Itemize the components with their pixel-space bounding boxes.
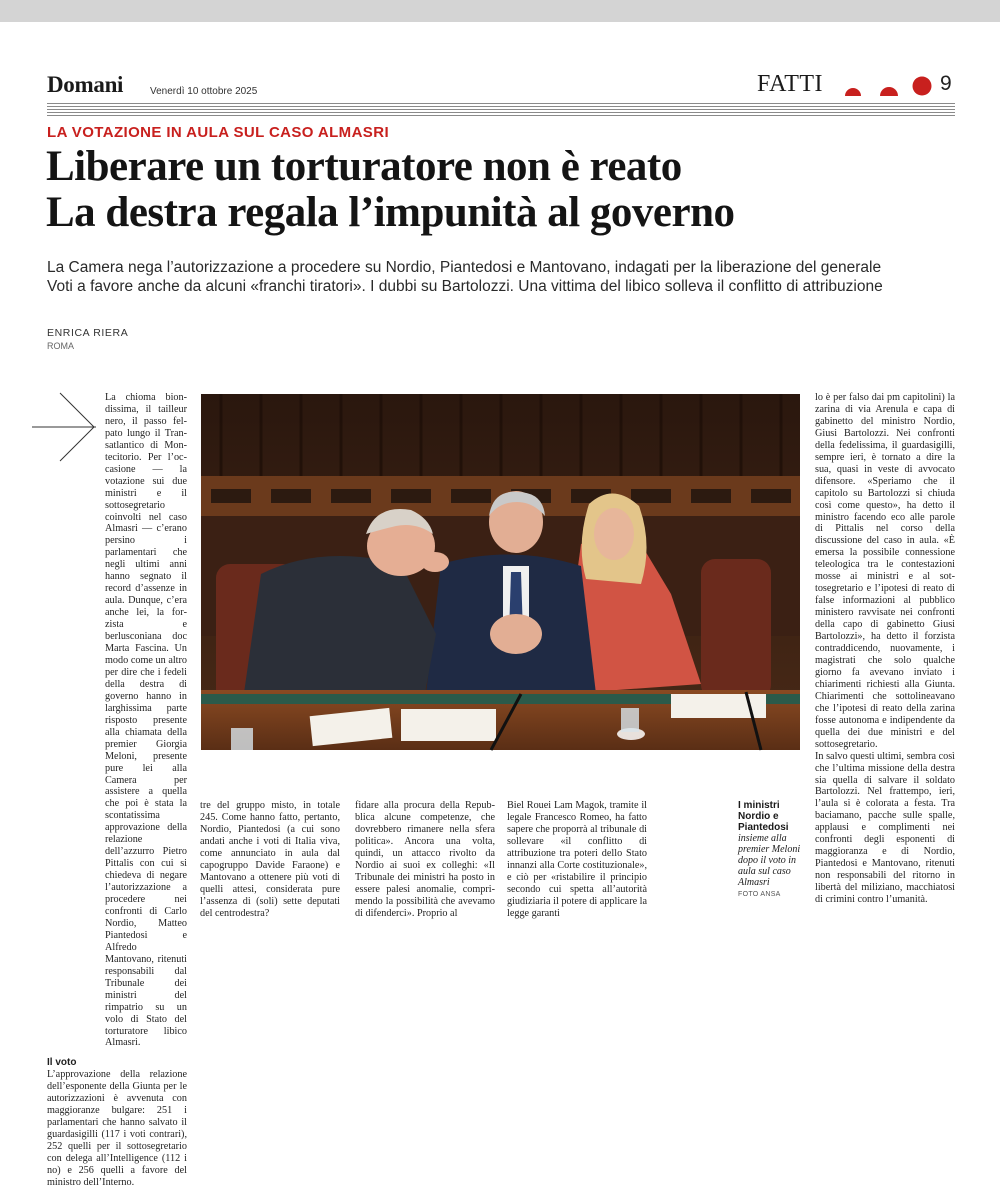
header-rule-3 [47, 109, 955, 110]
caption-title: I ministri Nordio e Piantedosi [738, 800, 789, 833]
body-column-1 [47, 392, 187, 1188]
body-column-3 [355, 800, 495, 920]
section-dots-icon [845, 76, 935, 96]
body-subhead: Il voto [47, 1057, 77, 1069]
summary-line-1: La Camera nega l’autorizzazione a procedere su Nordio, Piantedosi e Mantovano, indagati per la liberazione del generale [47, 259, 882, 276]
header-rule-4 [47, 112, 955, 113]
article-summary [47, 258, 957, 296]
body-paragraph: tre del gruppo misto, in totale 245. Come hanno fatto, pertanto, Nordio, Piantedosi (a cui sono andati anche i voti di Italia viva, come annunciato in aula dal capogruppo Davide Faraone) e Mantovano a ottenere più voti di quelli attesi, considerata pure l’assenza di (soli) sette deputati del centrodestra? [200, 800, 340, 919]
section-label: FATTI [757, 71, 824, 97]
article-kicker: LA VOTAZIONE IN AULA SUL CASO ALMASRI [47, 124, 390, 141]
headline-line-1: Liberare un torturatore non è reato [46, 143, 682, 190]
body-column-6 [815, 392, 955, 920]
body-column-4 [507, 800, 647, 920]
headline-line-2: La destra regala l’impunità al governo [46, 189, 735, 236]
header-rule [47, 103, 955, 104]
body-column-2 [200, 800, 340, 920]
article-location: ROMA [47, 341, 74, 351]
photo-illustration [201, 394, 800, 750]
photo-caption [738, 800, 808, 900]
header-rule-2 [47, 106, 955, 107]
body-paragraph: fidare alla procura della Repubblica alcune competenze, che dovrebbero rimanere nella sfera politica». Ancora una volta, quindi, un attacco rivolto da Nordio ai suoi ex colleghi: «Il Tribunale dei ministri ha posto in essere palesi anomalie, comprimendo la possibilità che avevamo di difenderci». Proprio al [355, 800, 495, 919]
body-paragraph: lo è per falso dai pm capitolini) la zarina di via Arenula e capa di gabinetto del ministro Nordio, Giusi Bartolozzi. Nei confronti della fedelissima, il guardasigilli, sempre ieri, è tornato a dire la sua, quasi in veste di avvocato difensore. «Speriamo che il capitolo su Bartolozzi si chiuda così come questo», ha detto il ministro facendo eco alle parole di Pittalis nel corso della discussione del caso in aula. «È emersa la possibile connessione teleologica tra le contestazioni mosse ai ministri e al sottosegretario e l’ipotesi di reato di false informazioni al pubblico ministero ravvisate nei confronti della capo di gabinetto Giusi Bartolozzi», ha detto il forzista contraddicendo, nuovamente, i magistrati che solo qualche giorno fa avevano inviato i chiarimenti richiesti alla Giunta. Chiarimenti che sottolineavano che l’ipotesi di reato della zarina fosse autonoma e indipendente da quella dei due ministri e del sottosegretario. [815, 392, 955, 750]
body-lead: La chioma biondissima, il tailleur nero, il passo felpato lungo il Transatlantico di Montecitorio. Per l’occasione — la votazione sui due ministri e il sottosegretario coinvolti nel caso Almasri — c’erano persino i parlamentari che negli ultimi anni hanno segnato il record d’assenze in aula. Dunque, c’era anche lei, la forzista e berlusconiana doc Marta Fascina. Un modo come un altro per dire che i fedeli della destra di governo hanno in larghissima parte risposto presente alla chiamata della premier Giorgia Meloni, presente pure lei alla Camera per assistere a quella che poi è stata la scontatissima approvazione della relazione dell’azzurro Pietro Pittalis con cui si chiedeva di negare l’autorizzazione a procedere nei confronti di Carlo Nordio, Matteo Piantedosi e Alfredo Mantovano, ritenuti responsabili dal Tribunale dei ministri del rimpatrio su un volo di Stato del torturatore libico Almasri. [105, 392, 187, 1049]
body-paragraph: In salvo questi ultimi, sembra così che l’ultima missione della destra sia quella di salvare il soldato Bartolozzi. Nel frattempo, ieri, l’aula si è colorata a festa. Tra baciamano, pacche sulle spalle, applausi e complimenti nei confronti degli esponenti di maggioranza e di Nordio, Piantedosi e Mantovano, ritenuti non responsabili del ritorno in libertà del miliziano, macchiatosi di crimini contro l’umanità. [815, 750, 955, 906]
issue-date: Venerdì 10 ottobre 2025 [150, 86, 258, 97]
body-paragraph: L’approvazione della relazione dell’esponente della Giunta per le autorizzazioni è avvenuta con maggioranze bulgare: 251 i parlamentari che hanno salvato il guardasigilli (117 i voti contrari), 252 quelli per il sottosegretario con delega all’Intelligence (112 i no) e 256 quelli a favore del ministro dell’Interno. [47, 1069, 187, 1188]
article-author: ENRICA RIERA [47, 327, 129, 339]
article-headline [46, 144, 966, 236]
caption-text: insieme alla premier Meloni dopo il voto in aula sul caso Almasri [738, 833, 801, 888]
photo-credit: FOTO ANSA [738, 891, 781, 898]
body-paragraph: Biel Rouei Lam Magok, tramite il legale Francesco Romeo, ha fatto sapere che proporrà al tribunale di sollevare «il conflitto di attribuzione tra poteri dello Stato innanzi alla Corte costituzionale», e ciò per «ristabilire il principio secondo cui spetta all’autorità giudiziaria il potere di applicare la legge garanti [507, 800, 648, 919]
page-number: 9 [940, 72, 952, 95]
summary-line-2: Voti a favore anche da alcuni «franchi tiratori». I dubbi su Bartolozzi. Una vittima del libico solleva il conflitto di attribuzione [47, 278, 883, 295]
masthead-logo: Domani [47, 72, 124, 97]
top-band [0, 0, 1000, 22]
article-photo [201, 394, 800, 750]
header-rule-5 [47, 115, 955, 116]
